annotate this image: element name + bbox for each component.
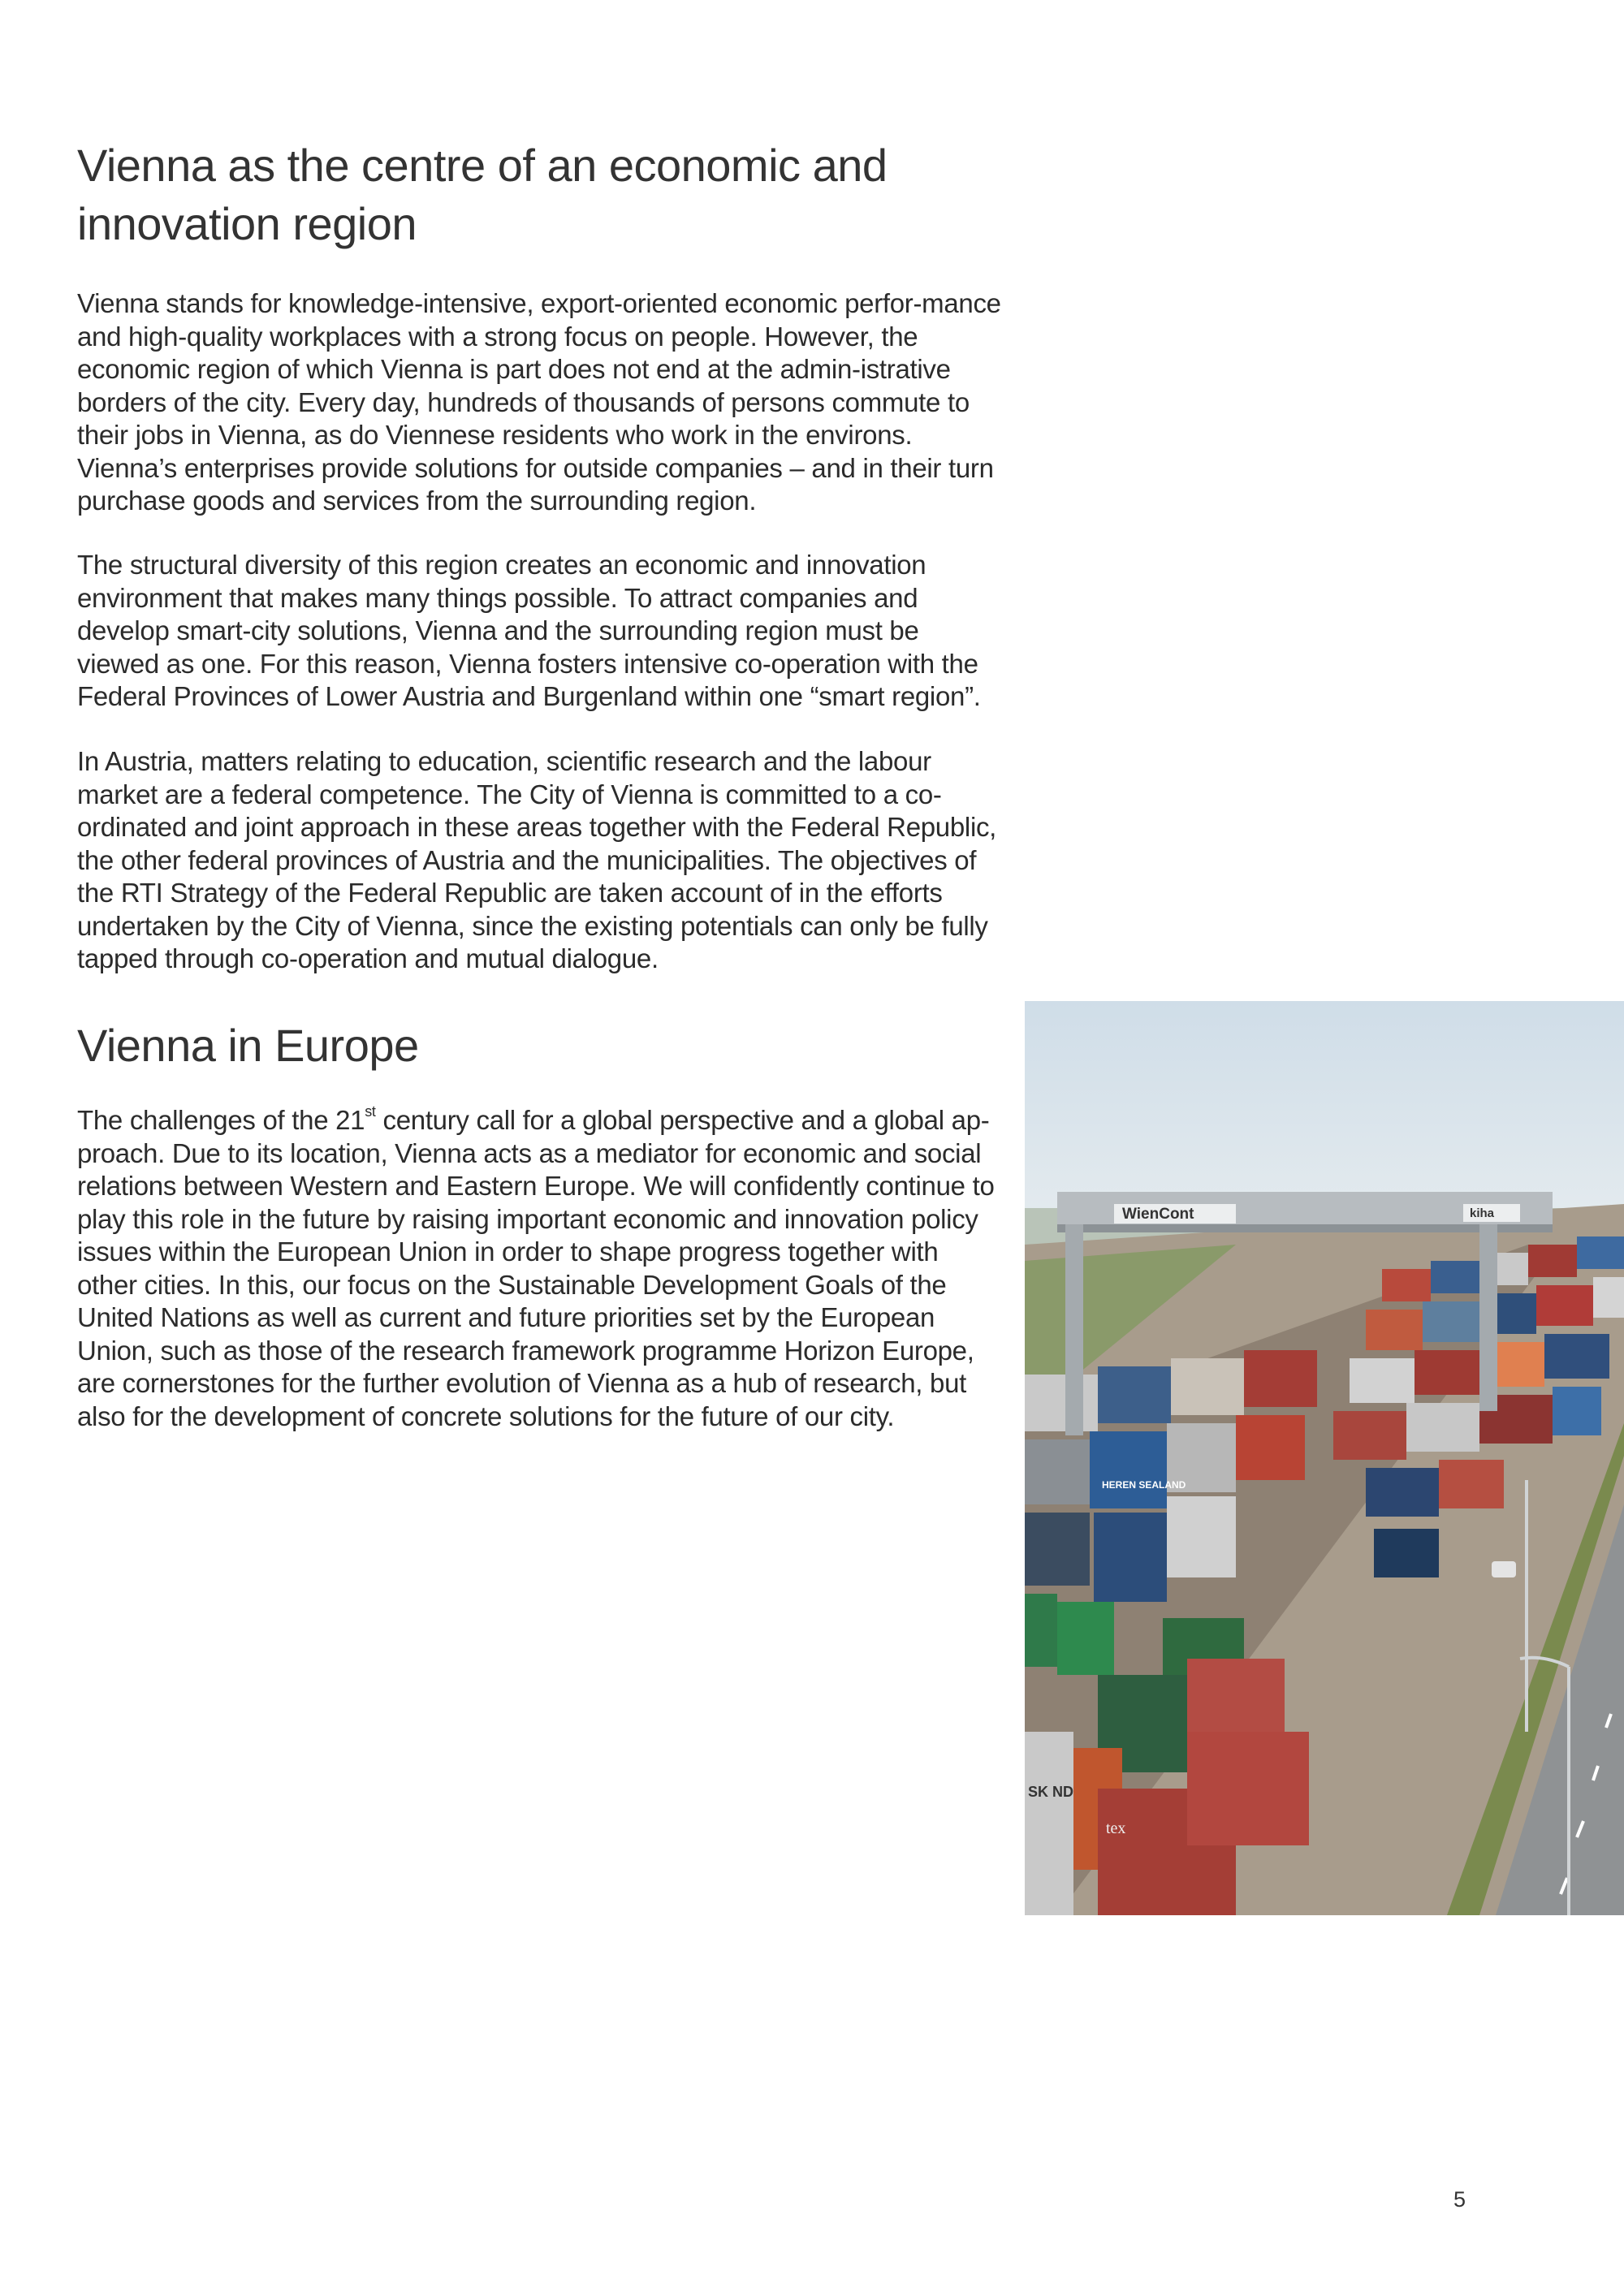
photo-illustration <box>1025 1001 1624 1915</box>
heading-line-2: innovation region <box>77 198 417 249</box>
container-label-sealand: HEREN SEALAND <box>1102 1479 1186 1491</box>
paragraph-economic-performance: Vienna stands for knowledge-intensive, export-oriented economic perfor-mance and high-quality workplaces with a strong focus on people. However, the economic region of which Vienna is part does not end at the admin-istrative borders of the city. Every day, hundreds of thousands of persons commute to their jobs in Vienna, as do Viennese residents who work in the environs. Vienna’s enterprises provide solutions for outside companies – and in their turn purchase goods and services from the surrounding region. <box>77 288 1001 516</box>
section-heading-economic-region <box>77 136 1003 253</box>
page-number: 5 <box>1453 2187 1466 2212</box>
car <box>1492 1561 1516 1577</box>
paragraph-structural-diversity: The structural diversity of this region creates an economic and innovation environment that makes many things possible. To attract companies and develop smart-city solutions, Vienna and the surrounding region must be viewed as one. For this reason, Vienna fosters intensive co-operation with the Federal Provinces of Lower Austria and Burgenland within one “smart region”. <box>77 550 981 711</box>
paragraph-text-start: The challenges of the 21 <box>77 1105 365 1135</box>
crane-sign-left: WienCont <box>1122 1206 1194 1223</box>
paragraph-federal-competence: In Austria, matters relating to education, scientific research and the labour market are a federal competence. The City of Vienna is committed to a co-ordinated and joint approach in these areas together with the Federal Republic, the other federal provinces of Austria and the municipalities. The objectives of the RTI Strategy of the Federal Republic are taken account of in the efforts undertaken by the City of Vienna, since the existing potentials can only be fully tapped through co-operation and mutual dialogue. <box>77 746 997 973</box>
paragraph-text-end: century call for a global perspective and a global ap-proach. Due to its location, Vienna acts as a mediator for economic and social relations between Western and Eastern Europe. We will confidently continue to play this role in the future by raising important economic and innovation policy issues within the European Union in order to shape progress together with other cities. In this, our focus on the Sustainable Development Goals of the United Nations as well as current and future priorities set by the European Union, such as those of the research framework programme Horizon Europe, are cornerstones for the further evolution of Vienna as a hub of research, but also for the development of concrete solutions for the future of our city. <box>77 1105 995 1431</box>
ordinal-suffix: st <box>365 1103 376 1120</box>
container-terminal-photo <box>1025 1001 1624 1915</box>
container-label-tex: tex <box>1106 1819 1126 1837</box>
paragraph-vienna-in-europe <box>77 1104 1003 1433</box>
heading-line-1: Vienna as the centre of an economic and <box>77 140 888 191</box>
crane-sign-right: kiha <box>1470 1206 1495 1220</box>
section-heading-vienna-in-europe: Vienna in Europe <box>77 1020 419 1071</box>
container-label-sk: SK ND <box>1028 1784 1074 1800</box>
